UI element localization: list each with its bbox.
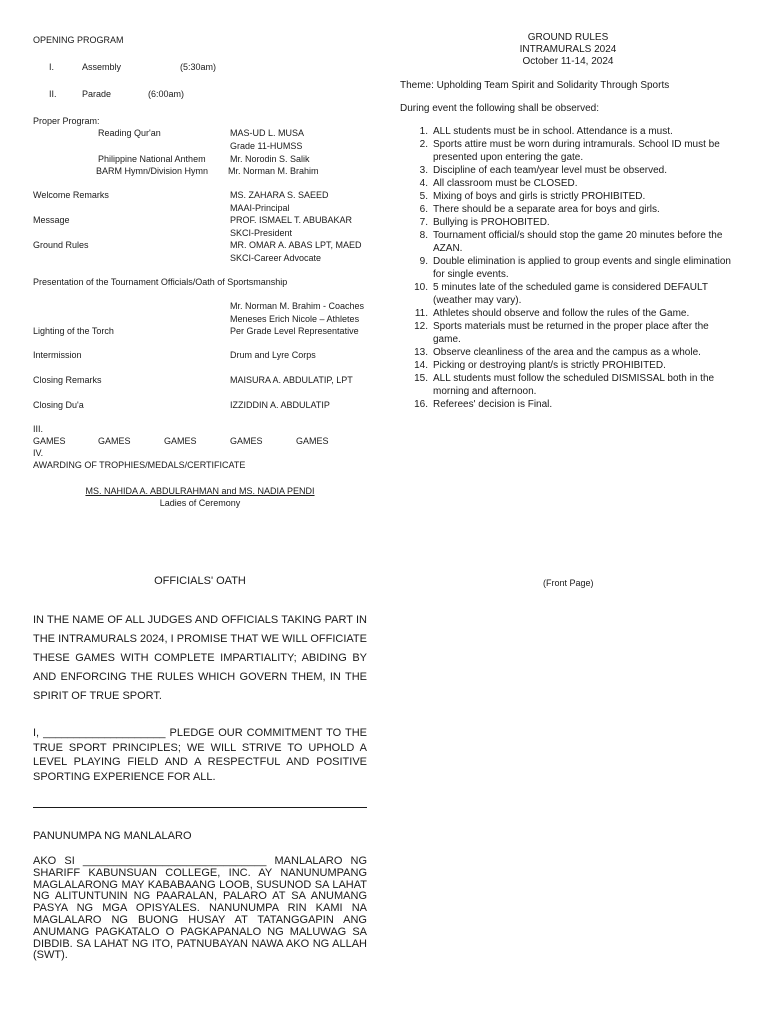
rule-text: Observe cleanliness of the area and the campus as a whole. [433, 347, 701, 358]
reading-quran-label: Reading Qur'an [98, 128, 161, 138]
presentation-label: Presentation of the Tournament Officials/Oath of Sportsmanship [33, 277, 288, 287]
ground-rules-title: GROUND RULES [527, 32, 609, 43]
barm-hymn-label: BARM Hymn/Division Hymn [96, 166, 209, 176]
games-label: GAMES [98, 436, 131, 446]
rule-number: 10. [414, 282, 428, 293]
part-three-label: III. [33, 424, 44, 434]
games-label: GAMES [230, 436, 263, 446]
front-page-label: (Front Page) [543, 578, 594, 588]
awarding-label: AWARDING OF TROPHIES/MEDALS/CERTIFICATE [33, 460, 246, 470]
torch-person: Per Grade Level Representative [230, 326, 359, 336]
rule-item [400, 190, 736, 203]
rule-text: There should be a separate area for boys and girls. [433, 204, 660, 215]
rule-text: ALL students must follow the scheduled DISMISSAL both in the morning and afternoon. [433, 373, 715, 397]
part-four-label: IV. [33, 448, 44, 458]
rule-text: Referees' decision is Final. [433, 399, 553, 410]
rule-item [400, 398, 736, 411]
opening-item-time: (6:00am) [148, 89, 185, 99]
welcome-remarks-name: MS. ZAHARA S. SAEED [230, 190, 329, 200]
welcome-remarks-role: MAAI-Principal [230, 203, 290, 213]
rules-intro: During event the following shall be observed: [400, 103, 600, 114]
rule-text: Discipline of each team/year level must be observed. [433, 165, 668, 176]
athletes-line: Meneses Erich Nicole – Athletes [230, 314, 360, 324]
reader-detail: Grade 11-HUMSS [230, 141, 303, 151]
rule-number: 15. [414, 373, 428, 384]
separator-line [33, 807, 367, 808]
panunumpa-title: PANUNUMPA NG MANLALARO [33, 830, 192, 842]
rule-number: 5. [419, 191, 428, 202]
rule-item [400, 372, 736, 398]
rule-item [400, 359, 736, 372]
closing-dua-name: IZZIDDIN A. ABDULATIP [230, 400, 330, 410]
rule-item [400, 307, 736, 320]
rule-text: Athletes should observe and follow the rules of the Game. [433, 308, 690, 319]
rule-item [400, 255, 736, 281]
opening-item-label: Parade [82, 89, 112, 99]
intermission-value: Drum and Lyre Corps [230, 350, 316, 360]
rule-text: Sports attire must be worn during intramurals. School ID must be presented upon entering the gate. [433, 139, 720, 163]
closing-remarks-label: Closing Remarks [33, 375, 102, 385]
rules-list [400, 125, 736, 411]
rule-item [400, 346, 736, 359]
rule-text: Double elimination is applied to group events and single elimination for single events. [433, 256, 731, 280]
rule-text: Bullying is PROHOBITED. [433, 217, 550, 228]
anthem-label: Philippine National Anthem [98, 154, 206, 164]
rule-number: 6. [419, 204, 428, 215]
intermission-label: Intermission [33, 350, 82, 360]
rule-number: 11. [414, 308, 428, 319]
rule-item [400, 138, 736, 164]
rule-number: 2. [419, 139, 428, 150]
message-name: PROF. ISMAEL T. ABUBAKAR [230, 215, 353, 225]
opening-item-number: I. [49, 62, 55, 72]
rule-item [400, 229, 736, 255]
games-label: GAMES [33, 436, 66, 446]
rule-item [400, 320, 736, 346]
message-role: SKCI-President [230, 228, 293, 238]
closing-remarks-name: MAISURA A. ABDULATIP, LPT [230, 375, 353, 385]
anthem-person: Mr. Norodin S. Salik [230, 154, 310, 164]
games-label: GAMES [164, 436, 197, 446]
rule-number: 7. [419, 217, 428, 228]
ground-rules-subtitle: INTRAMURALS 2024 [519, 44, 617, 55]
emcees-names: MS. NAHIDA A. ABDULRAHMAN and MS. NADIA PENDI [85, 486, 315, 496]
rule-number: 14. [414, 360, 428, 371]
rule-text: Sports materials must be returned in the proper place after the game. [433, 321, 709, 345]
rule-number: 13. [414, 347, 428, 358]
oath-title: OFFICIALS' OATH [154, 575, 246, 587]
ground-rules-label: Ground Rules [33, 240, 89, 250]
rule-text: Tournament official/s should stop the game 20 minutes before the AZAN. [433, 230, 723, 254]
rule-item [400, 281, 736, 307]
rule-item [400, 177, 736, 190]
ground-rules-name: MR. OMAR A. ABAS LPT, MAED [230, 240, 362, 250]
opening-item-label: Assembly [82, 62, 122, 72]
message-label: Message [33, 215, 70, 225]
opening-program-title: OPENING PROGRAM [33, 35, 124, 45]
rule-number: 4. [419, 178, 428, 189]
ground-rules-role: SKCI-Career Advocate [230, 253, 322, 263]
rule-text: ALL students must be in school. Attendance is a must. [433, 126, 673, 137]
games-label: GAMES [296, 436, 329, 446]
rule-number: 3. [419, 165, 428, 176]
emcees-role: Ladies of Ceremony [159, 498, 241, 508]
theme-text: Theme: Upholding Team Spirit and Solidarity Through Sports [400, 80, 670, 91]
panunumpa-body: AKO SI ______________________________ MANLALARO NG SHARIFF KABUNSUAN COLLEGE, INC. AY NANUNUMPANG MAGLALARONG MAY KABABAANG LOOB, SUSUNOD SA LAHAT NG ALITUNTUNIN NG PAARALAN, PALARO AT SA ANUMANG PASYA NG MGA OPISYALES. NANUNUMPA RIN KAMI NA MAGLALARO NG BUONG HUSAY AT TATANGGAPIN ANG ANUMANG PAGKATALO O PAGKAPANALO NG MALUWAG SA DIBDIB. SA LAHAT NG ITO, PATNUBAYAN NAWA AKO NG ALLAH (SWT). [33, 855, 367, 962]
oath-body: IN THE NAME OF ALL JUDGES AND OFFICIALS TAKING PART IN THE INTRAMURALS 2024, I PROMISE THAT WE WILL OFFICIATE THESE GAMES WITH COMPLETE IMPARTIALITY; ABIDING BY AND ENFORCING THE RULES WHICH GOVERN THEM, IN THE SPIRIT OF TRUE SPORT. [33, 614, 367, 702]
rule-number: 8. [419, 230, 428, 241]
rule-item [400, 203, 736, 216]
rule-number: 1. [419, 126, 428, 137]
rule-number: 16. [414, 399, 428, 410]
reader-name: MAS-UD L. MUSA [230, 128, 305, 138]
torch-label: Lighting of the Torch [33, 326, 114, 336]
coaches-line: Mr. Norman M. Brahim - Coaches [230, 301, 365, 311]
closing-dua-label: Closing Du'a [33, 400, 84, 410]
welcome-remarks-label: Welcome Remarks [33, 190, 109, 200]
rule-text: Picking or destroying plant/s is strictly PROHIBITED. [433, 360, 666, 371]
rule-item [400, 216, 736, 229]
opening-item-time: (5:30am) [180, 62, 217, 72]
rule-item [400, 125, 736, 138]
rule-number: 12. [414, 321, 428, 332]
rule-item [400, 164, 736, 177]
rule-number: 9. [419, 256, 428, 267]
proper-program-title: Proper Program: [33, 116, 100, 126]
rule-text: All classroom must be CLOSED. [433, 178, 578, 189]
rule-text: 5 minutes late of the scheduled game is considered DEFAULT (weather may vary). [433, 282, 708, 306]
rule-text: Mixing of boys and girls is strictly PROHIBITED. [433, 191, 646, 202]
opening-item-number: II. [49, 89, 57, 99]
ground-rules-dates: October 11-14, 2024 [522, 56, 614, 67]
barm-hymn-person: Mr. Norman M. Brahim [228, 166, 319, 176]
oath-pledge: I, ____________________ PLEDGE OUR COMMITMENT TO THE TRUE SPORT PRINCIPLES; WE WILL STRIVE TO UPHOLD A LEVEL PLAYING FIELD AND A RESPECTFUL AND POSITIVE SPORTING EXPERIENCE FOR ALL. [33, 727, 367, 783]
